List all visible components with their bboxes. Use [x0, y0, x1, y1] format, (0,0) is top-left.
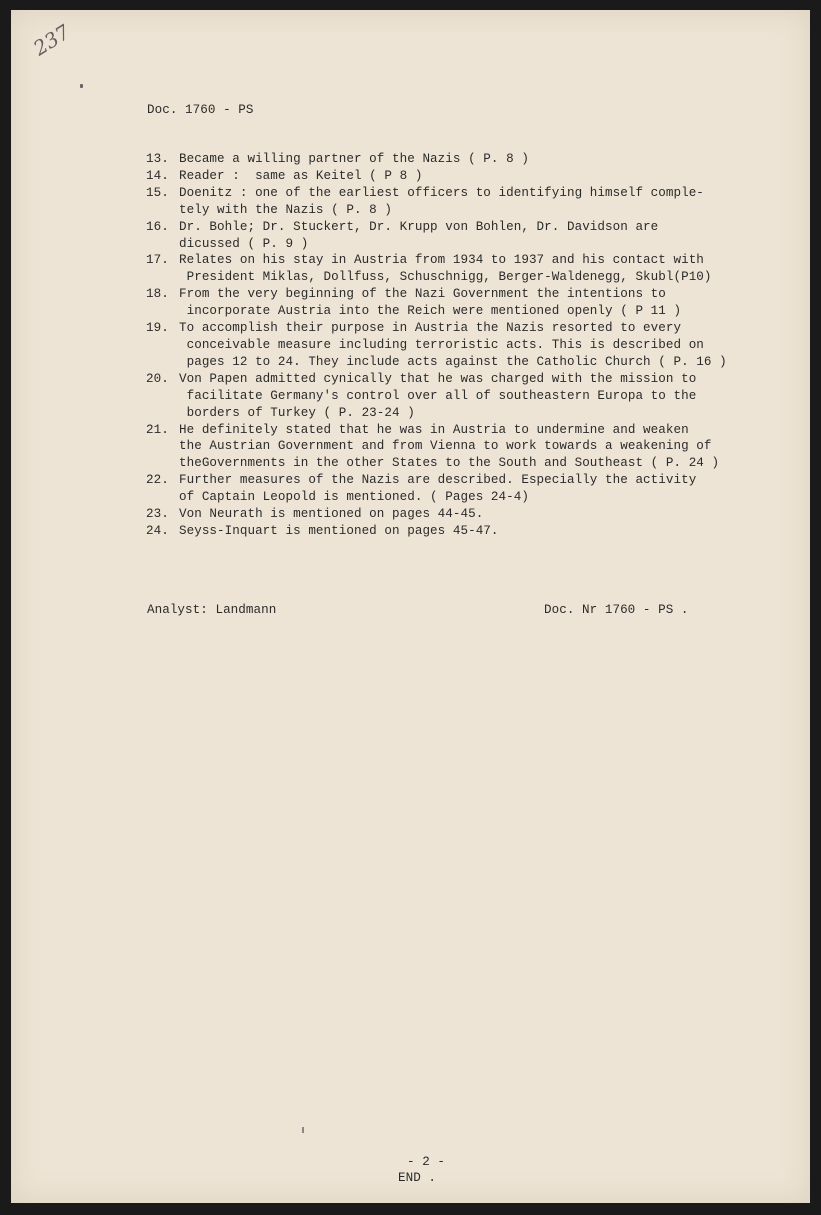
item-text: [179, 185, 786, 219]
item-text-line: pages 12 to 24. They include acts against the Catholic Church ( P. 16 ): [179, 354, 727, 369]
item-number: 13.: [146, 152, 169, 166]
list-item: [146, 472, 786, 506]
item-text-line: conceivable measure including terroristic acts. This is described on: [179, 337, 704, 352]
item-text-line: Dr. Bohle; Dr. Stuckert, Dr. Krupp von Bohlen, Dr. Davidson are: [179, 219, 659, 234]
item-text: [179, 151, 786, 168]
document-header: Doc. 1760 - PS: [147, 103, 254, 117]
list-item: [146, 252, 786, 286]
item-number: 14.: [146, 168, 169, 183]
list-item: [146, 371, 786, 422]
item-text-line: From the very beginning of the Nazi Government the intentions to: [179, 287, 666, 302]
item-number: 22.: [146, 473, 169, 488]
item-number: 23.: [146, 507, 169, 522]
item-number: 24.: [146, 523, 169, 538]
item-text-line: borders of Turkey ( P. 23-24 ): [179, 405, 415, 420]
item-text-line: of Captain Leopold is mentioned. ( Pages 24-4): [179, 490, 529, 505]
item-text: [179, 252, 786, 286]
summary-list: [146, 151, 786, 540]
analyst-line: Analyst: Landmann: [147, 603, 277, 617]
list-item: [146, 523, 786, 540]
item-text-line: theGovernments in the other States to the South and Southeast ( P. 24 ): [179, 456, 720, 471]
item-number: 16.: [146, 219, 169, 234]
ink-speck: [302, 1127, 304, 1133]
page-number: - 2 -: [407, 1155, 446, 1169]
end-mark: END .: [398, 1171, 437, 1185]
item-text-line: He definitely stated that he was in Austria to undermine and weaken: [179, 422, 689, 437]
item-number: 15.: [146, 185, 169, 200]
list-item: [146, 185, 786, 219]
item-text: [179, 168, 786, 185]
item-text: [179, 320, 786, 371]
item-text-line: President Miklas, Dollfuss, Schuschnigg, Berger-Waldenegg, Skubl(P10): [179, 270, 712, 285]
item-text-line: Von Neurath is mentioned on pages 44-45.: [179, 507, 484, 522]
list-item: [146, 506, 786, 523]
item-text-line: Reader : same as Keitel ( P 8 ): [179, 168, 423, 183]
item-number: 17.: [146, 253, 169, 268]
item-text-line: Doenitz : one of the earliest officers to identifying himself comple-: [179, 185, 704, 200]
item-text: [179, 422, 786, 473]
item-text-line: To accomplish their purpose in Austria the Nazis resorted to every: [179, 321, 682, 336]
list-item: [146, 151, 786, 168]
item-text-line: tely with the Nazis ( P. 8 ): [179, 202, 393, 217]
item-text-line: Relates on his stay in Austria from 1934 to 1937 and his contact with: [179, 253, 704, 268]
document-number: Doc. Nr 1760 - PS .: [544, 603, 689, 617]
item-text: [179, 506, 786, 523]
item-text: [179, 219, 786, 253]
list-item: [146, 219, 786, 253]
item-text-line: Became a willing partner of the Nazis ( P. 8 ): [179, 152, 529, 166]
ink-mark: [80, 84, 83, 88]
list-item: [146, 320, 786, 371]
item-number: 19.: [146, 321, 169, 336]
handwritten-page-number: 237: [29, 19, 75, 61]
list-item: [146, 286, 786, 320]
item-text: [179, 371, 786, 422]
item-text-line: Von Papen admitted cynically that he was charged with the mission to: [179, 371, 697, 386]
item-text-line: facilitate Germany's control over all of southeastern Europa to the: [179, 388, 697, 403]
list-item: [146, 422, 786, 473]
item-text-line: Further measures of the Nazis are described. Especially the activity: [179, 473, 697, 488]
item-number: 18.: [146, 287, 169, 302]
item-text-line: incorporate Austria into the Reich were mentioned openly ( P 11 ): [179, 304, 682, 319]
list-item: [146, 168, 786, 185]
item-number: 20.: [146, 371, 169, 386]
item-text: [179, 286, 786, 320]
item-text: [179, 472, 786, 506]
item-text: [179, 523, 786, 540]
item-number: 21.: [146, 422, 169, 437]
item-text-line: Seyss-Inquart is mentioned on pages 45-47.: [179, 523, 499, 538]
item-text-line: the Austrian Government and from Vienna to work towards a weakening of: [179, 439, 712, 454]
item-text-line: dicussed ( P. 9 ): [179, 236, 309, 251]
